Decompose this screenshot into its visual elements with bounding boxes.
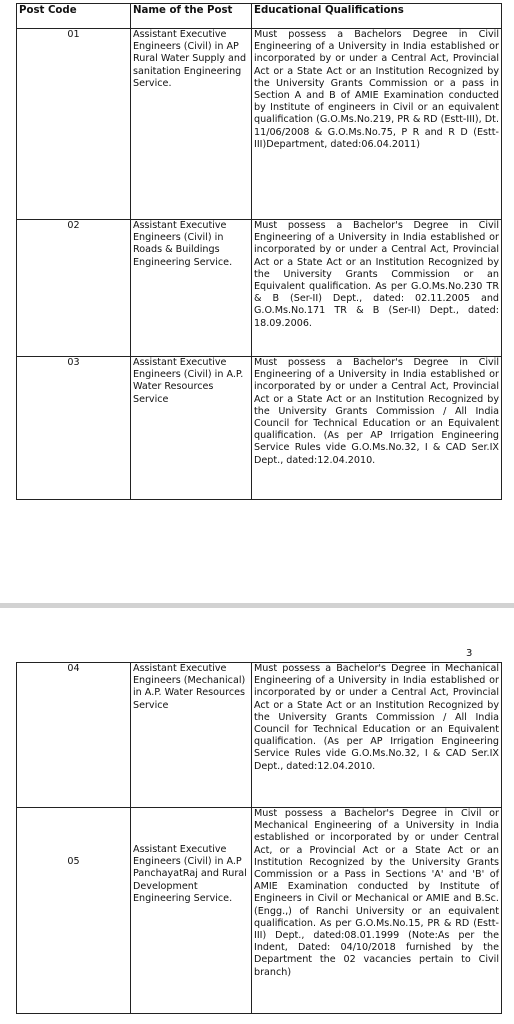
qualification-cell: Must possess a Bachelor's Degree in Civil or Mechanical Engineering of a University in India established or incorporated by or under Central Act, or a Provincial Act or a State Act or an Institution Recognized by the University Grants Commission or a Pass in Sections 'A' and 'B' of AMIE Examination conducted by Institute of Engineers in Civil or Mechanical or AMIE and B.Sc. (Engg.,) of Ranchi University or an equivalent qualification. As per G.O.Ms.No.15, PR & RD (Estt-III) Dept., dated:08.01.1999 (Note:As per the Indent, Dated: 04/10/2018 furnished by the Department the 02 vacancies pertain to Civil branch) — [252, 808, 502, 1014]
table-row — [17, 357, 502, 500]
header-post-code: Post Code — [17, 4, 131, 29]
post-code-cell: 03 — [17, 357, 131, 500]
table-header-row — [17, 4, 502, 29]
qualifications-table-page-3 — [16, 662, 502, 1014]
post-name-cell: Assistant Executive Engineers (Civil) in Roads & Buildings Engineering Service. — [131, 220, 252, 357]
post-name-cell: Assistant Executive Engineers (Civil) in A.P PanchayatRaj and Rural Development Engineering Service. — [131, 808, 252, 1014]
qualification-cell: Must possess a Bachelor's Degree in Mechanical Engineering of a University in India established or incorporated by or under a Central Act, Provincial Act or a State Act or an Institution Recognized by the University Grants Commission / All India Council for Technical Education or an Equivalent qualification. (As per AP Irrigation Engineering Service Rules vide G.O.Ms.No.32, I & CAD Ser.IX Dept., dated:12.04.2010. — [252, 663, 502, 808]
table-row — [17, 663, 502, 808]
page-number: 3 — [466, 648, 473, 659]
table-row — [17, 220, 502, 357]
qualification-cell: Must possess a Bachelor's Degree in Civil Engineering of a University in India established or incorporated by or under a Central Act, Provincial Act or a State Act or an Institution Recognized by the University Grants Commission / All India Council for Technical Education or an Equivalent qualification. (As per AP Irrigation Engineering Service Rules vide G.O.Ms.No.32, I & CAD Ser.IX Dept., dated:12.04.2010. — [252, 357, 502, 500]
post-name-cell: Assistant Executive Engineers (Civil) in A.P. Water Resources Service — [131, 357, 252, 500]
header-qualifications: Educational Qualifications — [252, 4, 502, 29]
qualifications-table-page-2 — [16, 3, 502, 500]
post-code-cell: 04 — [17, 663, 131, 808]
post-code-cell: 05 — [17, 808, 131, 1014]
qualification-cell: Must possess a Bachelors Degree in Civil Engineering of a University in India established or incorporated by or under a Central Act, Provincial Act or a State Act or an Institution Recognized by the University Grants Commission or a pass in Section A and B of AMIE Examination conducted by Institute of engineers in Civil or an equivalent qualification (G.O.Ms.No.219, PR & RD (Estt-III), Dt. 11/06/2008 & G.O.Ms.No.75, P R and R D (Estt-III)Department, dated:06.04.2011) — [252, 29, 502, 220]
qualification-cell: Must possess a Bachelor's Degree in Civil Engineering of a University in India established or incorporated by or under a Central Act, Provincial Act or a State Act or an Institution Recognized by the University Grants Commission or an Equivalent qualification. As per G.O.Ms.No.230 TR & B (Ser-II) Dept., dated: 02.11.2005 and G.O.Ms.No.171 TR & B (Ser-II) Dept., dated: 18.09.2006. — [252, 220, 502, 357]
page-separator — [0, 603, 514, 608]
table-row — [17, 29, 502, 220]
header-name-of-post: Name of the Post — [131, 4, 252, 29]
post-code-cell: 02 — [17, 220, 131, 357]
post-code-cell: 01 — [17, 29, 131, 220]
post-name-cell: Assistant Executive Engineers (Mechanical) in A.P. Water Resources Service — [131, 663, 252, 808]
table-row — [17, 808, 502, 1014]
post-name-cell: Assistant Executive Engineers (Civil) in AP Rural Water Supply and sanitation Engineering Service. — [131, 29, 252, 220]
